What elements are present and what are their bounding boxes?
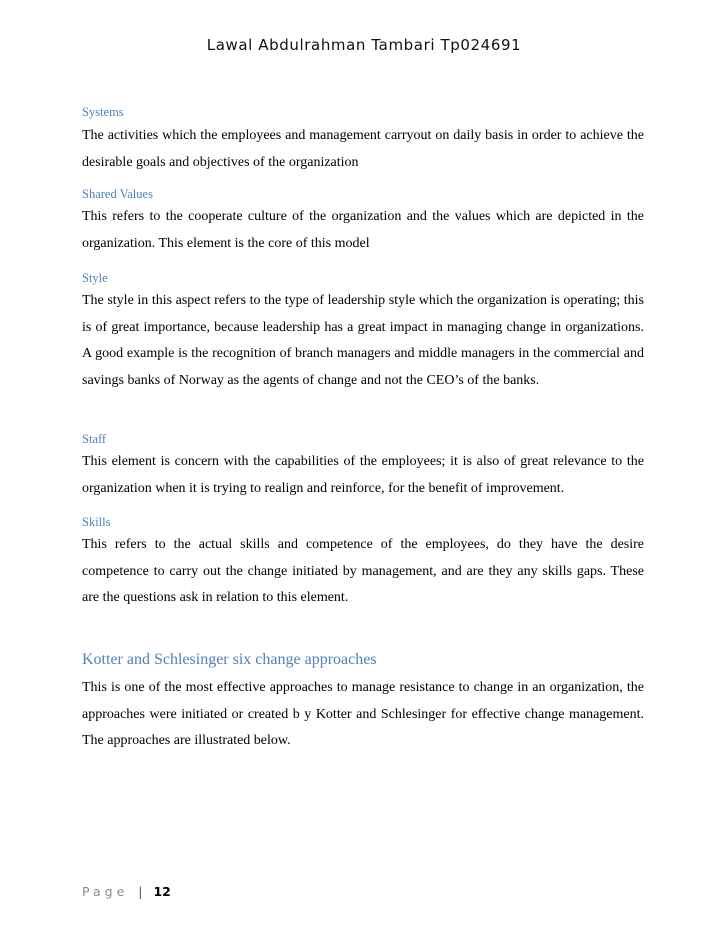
paragraph-staff: This element is concern with the capabilities of the employees; it is also of great relevance to the organization when it is trying to realign and reinforce, for the benefit of improvement.	[82, 454, 644, 496]
paragraph-skills: This refers to the actual skills and competence of the employees, do they have the desire competence to carry out the change initiated by management, and are they any skills gaps. These are the questions ask in relation to this element.	[82, 537, 644, 605]
paragraph-style: The style in this aspect refers to the type of leadership style which the organization is operating; this is of great importance, because leadership has a great impact in managing change in organizations. A good example is the recognition of branch managers and middle managers in the commercial and savings banks of Norway as the agents of change and not the CEO’s of the banks.	[82, 293, 644, 388]
footer-separator: |	[138, 884, 143, 899]
page-header: Lawal Abdulrahman Tambari Tp024691	[206, 36, 522, 54]
page-footer	[82, 884, 171, 899]
heading-shared-values: Shared Values	[82, 187, 153, 201]
heading-systems: Systems	[82, 105, 124, 119]
heading-kotter-schlesinger: Kotter and Schlesinger six change approaches	[82, 651, 377, 668]
heading-staff: Staff	[82, 432, 107, 446]
paragraph-systems: The activities which the employees and management carryout on daily basis in order to achieve the desirable goals and objectives of the organization	[82, 128, 644, 170]
heading-style: Style	[82, 271, 108, 285]
heading-skills: Skills	[82, 515, 111, 529]
footer-page-label: Page	[82, 884, 129, 899]
paragraph-shared-values: This refers to the cooperate culture of the organization and the values which are depicted in the organization. This element is the core of this model	[82, 209, 644, 251]
paragraph-kotter-schlesinger: This is one of the most effective approaches to manage resistance to change in an organization, the approaches were initiated or created b y Kotter and Schlesinger for effective change management. The approaches are illustrated below.	[82, 680, 644, 748]
footer-page-number: 12	[153, 884, 171, 899]
